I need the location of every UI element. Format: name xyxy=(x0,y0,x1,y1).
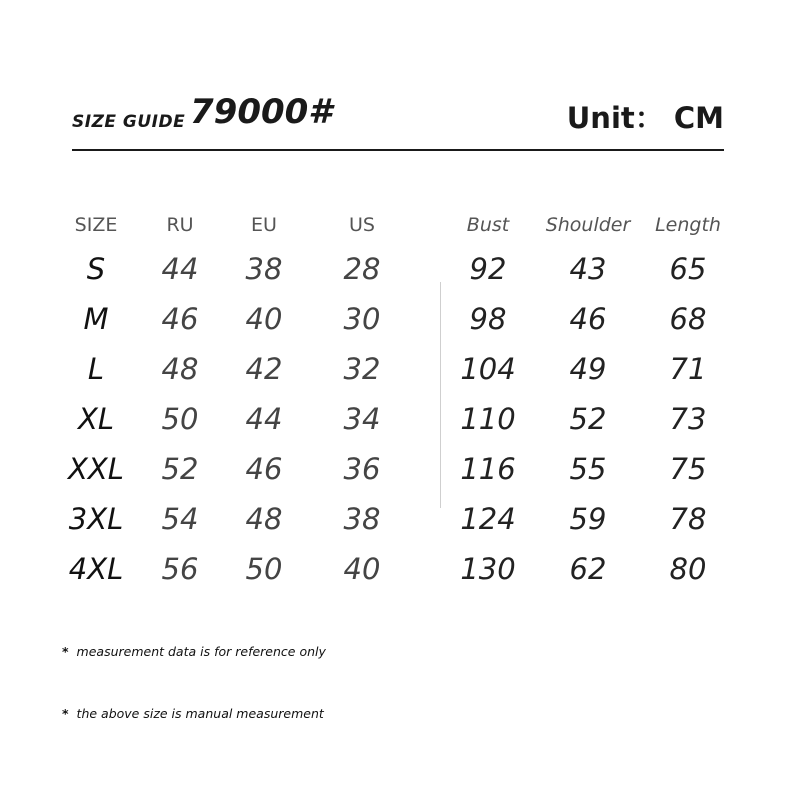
cell-size: M xyxy=(83,302,109,336)
size-guide-header xyxy=(72,90,724,140)
cell-length: 68 xyxy=(669,302,707,336)
cell-length: 75 xyxy=(669,452,707,486)
note-reference-only xyxy=(62,644,326,659)
header-divider xyxy=(72,149,724,151)
column-header-us: US xyxy=(349,214,375,236)
model-number: 79000# xyxy=(190,92,332,132)
cell-length: 80 xyxy=(669,552,707,586)
table-row xyxy=(0,494,800,544)
column-header-length: Length xyxy=(655,214,721,236)
cell-eu: 50 xyxy=(245,552,283,586)
cell-ru: 48 xyxy=(161,352,199,386)
cell-ru: 50 xyxy=(161,402,199,436)
cell-size: 4XL xyxy=(68,552,124,586)
table-row xyxy=(0,294,800,344)
cell-us: 32 xyxy=(343,352,381,386)
cell-bust: 130 xyxy=(460,552,516,586)
cell-eu: 48 xyxy=(245,502,283,536)
cell-bust: 124 xyxy=(460,502,516,536)
cell-bust: 116 xyxy=(460,452,516,486)
cell-us: 34 xyxy=(343,402,381,436)
cell-us: 40 xyxy=(343,552,381,586)
table-row xyxy=(0,344,800,394)
cell-size: XXL xyxy=(68,452,124,486)
column-header-bust: Bust xyxy=(466,214,510,236)
cell-size: S xyxy=(86,252,106,286)
asterisk-icon: * xyxy=(62,644,69,659)
table-row xyxy=(0,544,800,594)
cell-shoulder: 52 xyxy=(569,402,607,436)
cell-eu: 44 xyxy=(245,402,283,436)
cell-eu: 46 xyxy=(245,452,283,486)
cell-ru: 44 xyxy=(161,252,199,286)
cell-size: 3XL xyxy=(68,502,124,536)
cell-bust: 98 xyxy=(469,302,507,336)
column-header-ru: RU xyxy=(166,214,194,236)
size-table xyxy=(0,210,800,594)
column-header-shoulder: Shoulder xyxy=(545,214,631,236)
note-text: the above size is manual measurement xyxy=(76,706,324,721)
table-row xyxy=(0,244,800,294)
column-header-eu: EU xyxy=(251,214,277,236)
table-header-row xyxy=(0,210,800,244)
cell-bust: 110 xyxy=(460,402,516,436)
cell-size: XL xyxy=(77,402,115,436)
cell-shoulder: 55 xyxy=(569,452,607,486)
table-row xyxy=(0,394,800,444)
cell-length: 71 xyxy=(669,352,707,386)
column-divider xyxy=(440,282,441,508)
cell-us: 28 xyxy=(343,252,381,286)
size-guide-label: SIZE GUIDE xyxy=(72,112,186,132)
cell-shoulder: 43 xyxy=(569,252,607,286)
cell-shoulder: 62 xyxy=(569,552,607,586)
cell-ru: 54 xyxy=(161,502,199,536)
cell-eu: 40 xyxy=(245,302,283,336)
cell-bust: 104 xyxy=(460,352,516,386)
cell-length: 78 xyxy=(669,502,707,536)
note-text: measurement data is for reference only xyxy=(76,644,326,659)
cell-shoulder: 59 xyxy=(569,502,607,536)
cell-us: 30 xyxy=(343,302,381,336)
table-row xyxy=(0,444,800,494)
cell-shoulder: 46 xyxy=(569,302,607,336)
asterisk-icon: * xyxy=(62,706,69,721)
note-manual-measurement xyxy=(62,706,324,721)
cell-eu: 42 xyxy=(245,352,283,386)
cell-shoulder: 49 xyxy=(569,352,607,386)
unit-label: Unit： CM xyxy=(566,101,724,135)
cell-length: 73 xyxy=(669,402,707,436)
cell-ru: 56 xyxy=(161,552,199,586)
cell-ru: 46 xyxy=(161,302,199,336)
cell-ru: 52 xyxy=(161,452,199,486)
cell-length: 65 xyxy=(669,252,707,286)
cell-us: 38 xyxy=(343,502,381,536)
cell-us: 36 xyxy=(343,452,381,486)
cell-bust: 92 xyxy=(469,252,507,286)
cell-size: L xyxy=(87,352,105,386)
column-header-size: SIZE xyxy=(74,214,118,236)
cell-eu: 38 xyxy=(245,252,283,286)
